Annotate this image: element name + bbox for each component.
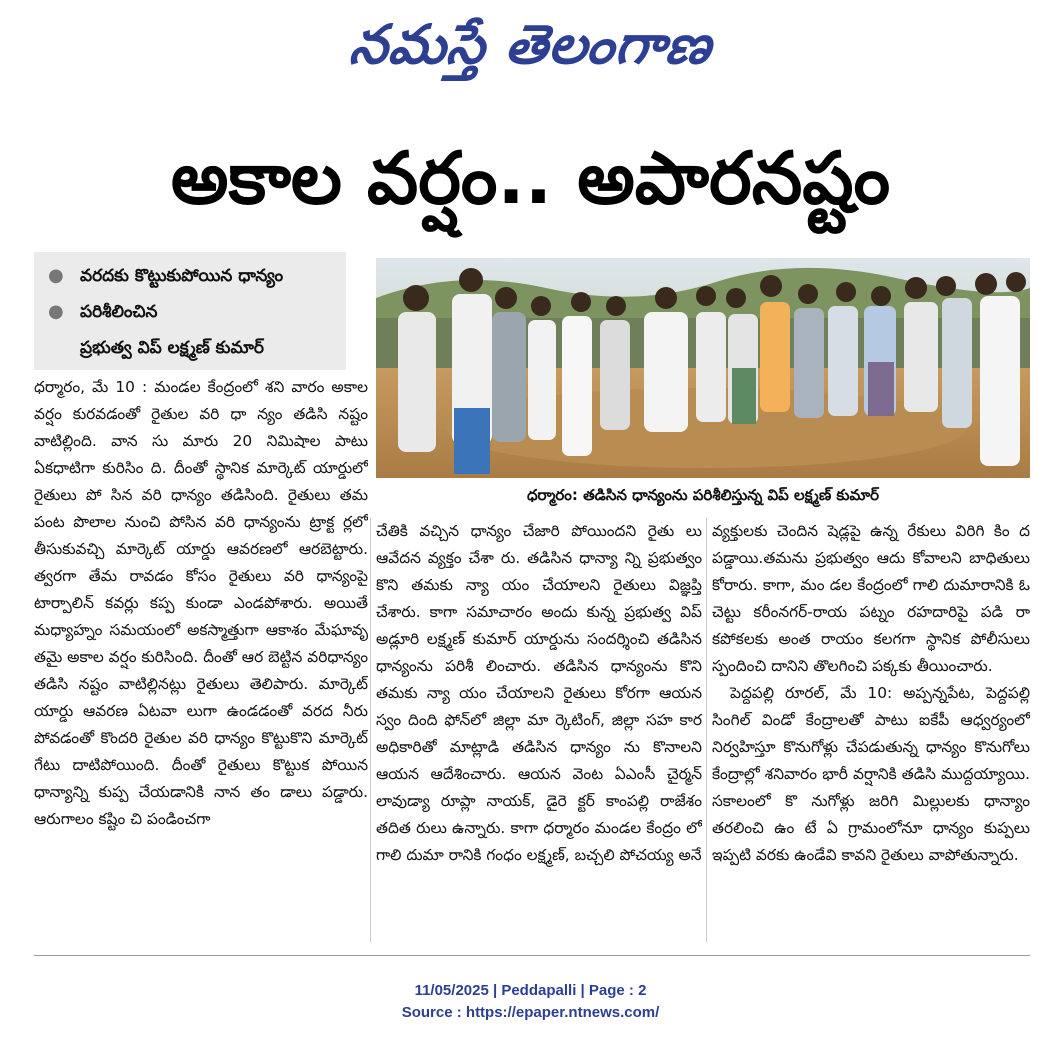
article-column-2 [376, 518, 702, 942]
headline [0, 122, 1061, 234]
headline-text: అకాల వర్షం.. అపారనష్టం [170, 136, 891, 220]
subhead-3: ప్రభుత్వ విప్ లక్ష్మణ్ కుమార్ [80, 338, 264, 358]
footer-divider [34, 955, 1030, 956]
article-column-1 [34, 374, 368, 942]
article-paragraph: చేతికి వచ్చిన ధాన్యం చేజారి పోయిందని రైతు లు ఆవేదన వ్యక్తం చేశా రు. తడిసిన ధాన్యా న్ని ప్రభుత్వం కొని తమకు న్యా యం చేయాలని రైతులు విజ్ఞప్తి చేశారు. కాగా సమాచారం అందు కున్న ప్రభుత్వ విప్ అడ్లూరి లక్ష్మణ్ కుమార్ యార్డును సందర్శించి తడిసిన ధాన్యంను పరిశీ లించారు. తడిసిన ధాన్యంను కొని తమకు న్యా యం చేయాలని రైతులు కోరగా ఆయన స్వం దింది ఫోన్‌లో జిల్లా మా ర్కెటింగ్, జిల్లా సహ కార అధికారితో మాట్లాడి తడిసిన ధాన్యం ను కొనాలని ఆయన ఆదేశించారు. ఆయన వెంట ఏఎంసీ చైర్మన్ లావుడ్యా రూప్లా నాయక్, డైరె క్టర్ కాంపల్లి రాజేశం తదిత రులు ఉన్నారు. కాగా ధర్మారం మండల కేంద్రం లో గాలి దుమా రానికి గంధం లక్ష్మణ్, బచ్చలి పోచయ్య అనే [376, 522, 702, 864]
photo-illustration [376, 258, 1030, 478]
article-paragraph: వ్యక్తులకు చెందిన షెడ్లపై ఉన్న రేకులు విరిగి కిం ద పడ్డాయి.తమను ప్రభుత్వం ఆదు కోవాలని బాధితులు కోరారు. కాగా, మం డల కేంద్రంలో గాలి దుమారానికి ఓ చెట్టు కరీంనగర్-రాయ పట్నం రహదారిపై పడి రా కపోకలకు అంత రాయం కలగగా స్థానిక పోలీసులు స్పందించి దానిని తొలగించి పక్కకు తీయించారు. [712, 522, 1030, 675]
news-photo [376, 258, 1030, 478]
masthead-logo [0, 6, 1061, 84]
article-paragraph: పెద్దపల్లి రూరల్, మే 10: అప్పన్నపేట, పెద్దపల్లి సింగిల్ విండో కేంద్రాలతో పాటు ఐకేపీ ఆధ్వర్యంలో నిర్వహిస్తూ కొనుగోళ్లు చేపడుతున్న ధాన్యం కొనుగోలు కేంద్రాల్లో శనివారం భారీ వర్షానికి తడిసి ముద్దయ్యాయి. సకాలంలో కొ నుగోళ్లు జరిగి మిల్లులకు ధాన్యాం తరలించి ఉం టే ఏ గ్రామంలోనూ ధాన్యం కుప్పలు ఇప్పటి వరకు ఉండేవి కావని రైతులు వాపోతున్నారు. [712, 684, 1030, 864]
bullet-icon: ● [48, 301, 64, 322]
article-column-3 [712, 518, 1030, 942]
subheads-box [34, 252, 346, 370]
subhead-1: ● వరదకు కొట్టుకుపోయిన ధాన్యం [34, 258, 346, 294]
masthead-title: నమస్తే తెలంగాణ [346, 13, 715, 76]
article-paragraph: ధర్మారం, మే 10 : మండల కేంద్రంలో శని వారం అకాల వర్షం కురవడంతో రైతుల వరి ధా న్యం తడిసి నష్టం వాటిల్లింది. వాన సు మారు 20 నిమిషాల పాటు ఏకధాటిగా కురిసిం ది. దీంతో స్థానిక మార్కెట్ యార్డులో రైతులు పో సిన వరి ధాన్యం తడిసింది. రైతులు తమ పంట పొలాల నుంచి పోసిన వరి ధాన్యంను ట్రాక్ట ర్లలో తీసుకువచ్చి మార్కెట్ యార్డు ఆవరణలో ఆరబెట్టారు. త్వరగా తేమ రావడం కోసం రైతులు వరి ధాన్యంపై టార్పాలిన్ కవర్లు కప్ప కుండా ఎండపోశారు. అయితే మధ్యాహ్నం సమయంలో అకస్మాత్తుగా ఆకాశం మేఘావృ తమై అకాల వర్షం కురిసింది. దీంతో ఆర బెట్టిన వరిధాన్యం తడిసి నష్టం వాటిల్లినట్లు రైతులు తెలిపారు. మార్కెట్ యార్డు ఆవరణ ఏటవా లుగా ఉండడంతో వరద నీరు పోవడంతో కొందరి రైతుల వరి ధాన్యం కొట్టుకొని మార్కెట్ గేటు దాటిపోయింది. దీంతో రైతులు కొట్టుక పోయిన ధాన్యాన్ని కుప్ప చేయడానికి నాన తం డాలు పడ్డారు. ఆరుగాలం కష్టిం చి పండించగా [34, 378, 368, 828]
column-divider [370, 518, 371, 942]
subhead-2: ● పరిశీలించిన [34, 294, 346, 330]
bullet-icon: ● [48, 265, 64, 286]
footer-source-line: Source : https://epaper.ntnews.com/ [401, 1004, 660, 1021]
column-divider [706, 518, 707, 942]
footer-date-line: 11/05/2025 | Peddapalli | Page : 2 [414, 982, 647, 999]
photo-caption: ధర్మారం: తడిసిన ధాన్యంను పరిశీలిస్తున్న విప్ లక్ష్మణ్ కుమార్ [526, 486, 880, 504]
